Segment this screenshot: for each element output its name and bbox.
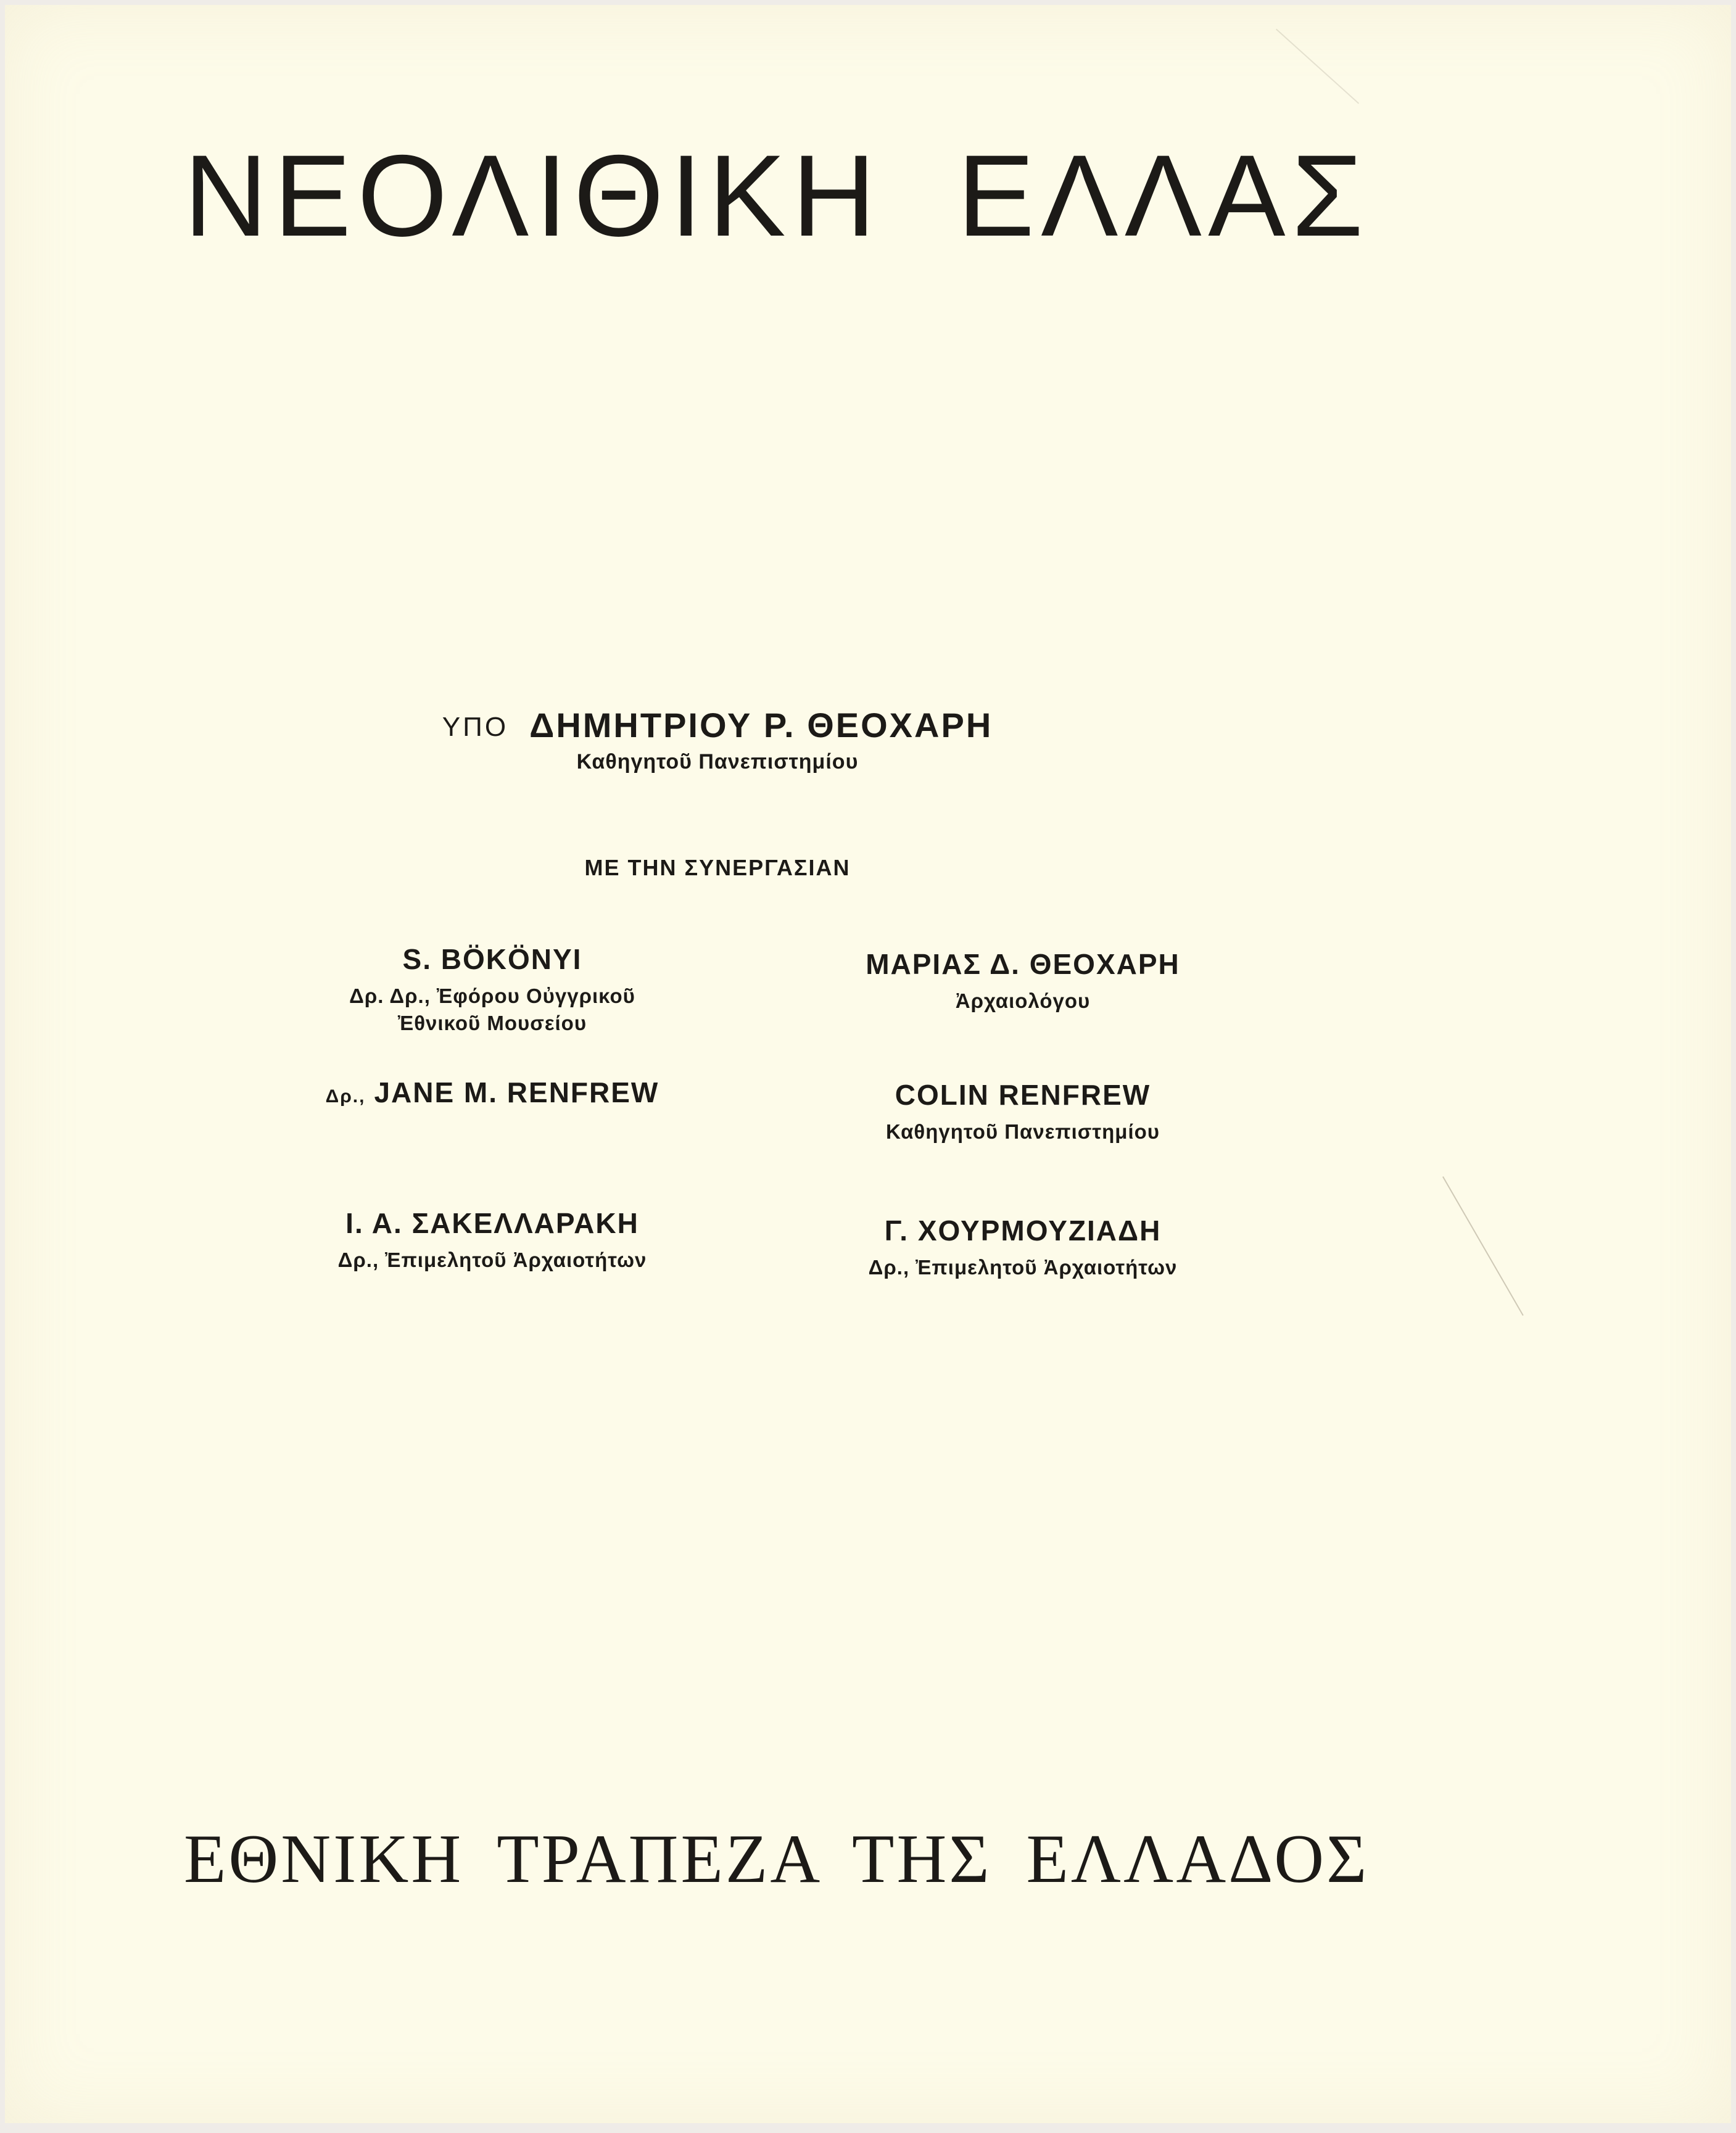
contributor-sakellaraki	[239, 1208, 745, 1274]
contributor-name: COLIN RENFREW	[895, 1079, 1151, 1111]
contributor-role: Ἀρχαιολόγου	[955, 989, 1091, 1012]
contributor-name: JANE M. RENFREW	[374, 1076, 659, 1108]
main-author-name: ΔΗΜΗΤΡΙΟΥ Ρ. ΘΕΟΧΑΡΗ	[529, 706, 993, 745]
collaboration-heading: ΜΕ ΤΗΝ ΣΥΝΕΡΓΑΣΙΑΝ	[584, 855, 851, 880]
contributor-name: ΜΑΡΙΑΣ Δ. ΘΕΟΧΑΡΗ	[866, 948, 1180, 980]
contributor-name: Γ. ΧΟΥΡΜΟΥΖΙΑΔΗ	[884, 1215, 1162, 1247]
contributor-name: Ι. Α. ΣΑΚΕΛΛΑΡΑΚΗ	[345, 1207, 639, 1239]
contributor-maria-theochari	[770, 949, 1276, 1015]
title-page	[5, 5, 1731, 2123]
by-preposition: ΥΠΟ	[442, 712, 509, 742]
contributor-role: Δρ., Ἐπιμελητοῦ Ἀρχαιοτήτων	[868, 1255, 1178, 1279]
paper-scratch-mark	[1276, 29, 1359, 104]
contributor-name-line	[239, 1077, 745, 1108]
publisher-name: ΕΘΝΙΚΗ ΤΡΑΠΕΖΑ ΤΗΣ ΕΛΛΑΔΟΣ	[184, 1821, 1370, 1897]
main-author-role: Καθηγητοῦ Πανεπιστημίου	[576, 750, 859, 774]
contributor-role: Δρ. Δρ., Ἐφόρου Οὐγγρικοῦ	[349, 984, 635, 1007]
paper-scratch-mark	[1442, 1176, 1524, 1316]
contributor-name: S. BÖKÖNYI	[402, 943, 582, 975]
contributor-prefix: Δρ.,	[325, 1086, 366, 1107]
contributor-colin-renfrew	[770, 1079, 1276, 1145]
book-title: ΝΕΟΛΙΘΙΚΗ ΕΛΛΑΣ	[184, 131, 1370, 260]
contributor-jane-renfrew	[239, 1077, 745, 1108]
contributor-role: Δρ., Ἐπιμελητοῦ Ἀρχαιοτήτων	[337, 1248, 647, 1271]
contributor-bokonyi	[239, 944, 745, 1038]
contributor-role: Ἐθνικοῦ Μουσείου	[397, 1012, 587, 1035]
main-author-line	[5, 705, 1430, 745]
contributor-role: Καθηγητοῦ Πανεπιστημίου	[886, 1120, 1160, 1143]
contributor-chourmouziadi	[770, 1215, 1276, 1281]
